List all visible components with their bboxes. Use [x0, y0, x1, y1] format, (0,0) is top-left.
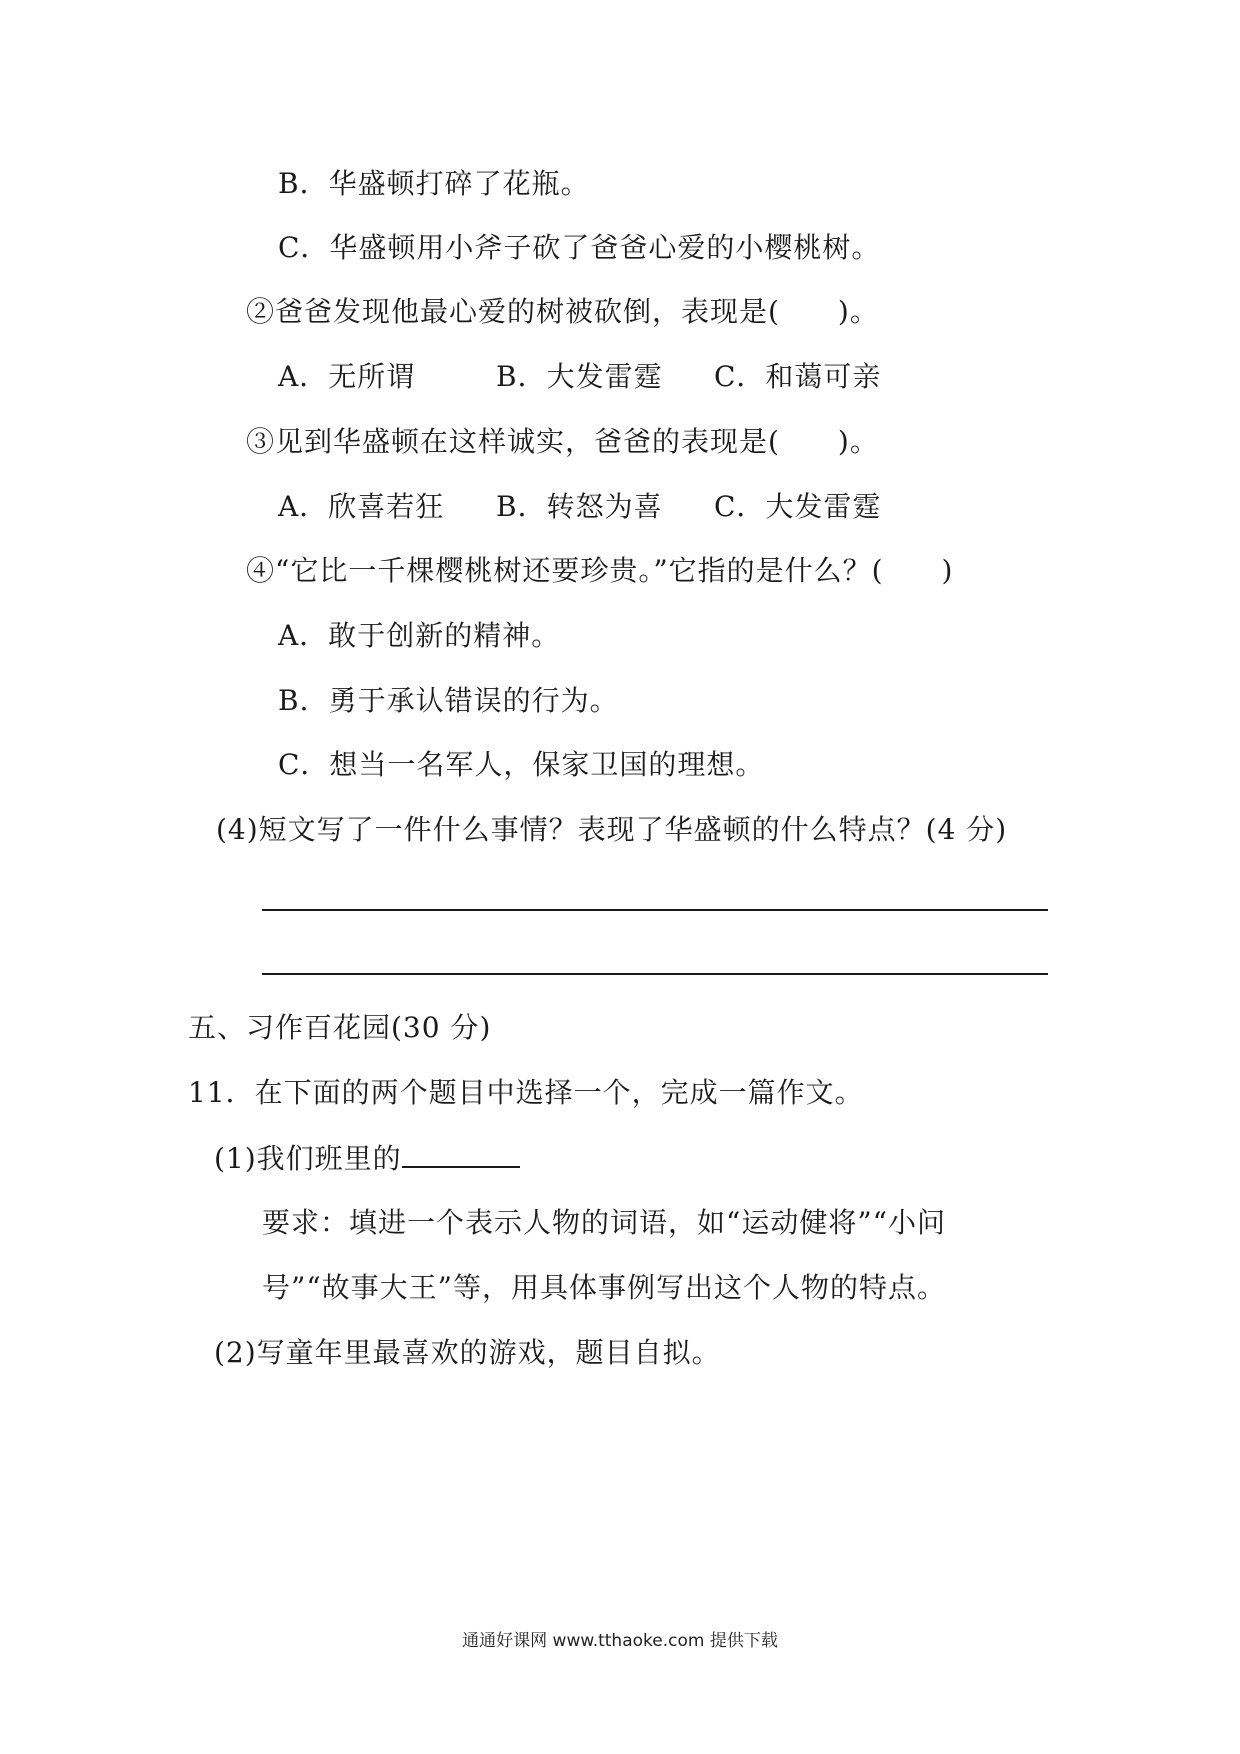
q3-3-options: [278, 487, 881, 527]
topic-1: [214, 1138, 520, 1179]
q3-4-option-a[interactable]: A．敢于创新的精神。: [278, 619, 561, 652]
answer-line-1[interactable]: [262, 909, 1048, 911]
requirement-line-2: 号”“故事大王”等，用具体事例写出这个人物的特点。: [262, 1271, 946, 1304]
section-title: 五、习作百花园(30 分): [188, 1011, 492, 1044]
q3-3-option-c[interactable]: C．大发雷霆: [714, 490, 882, 523]
q3-3-option-b[interactable]: B．转怒为喜: [496, 490, 663, 523]
q3-4-question: ④“它比一千棵樱桃树还要珍贵。”它指的是什么？( ): [246, 554, 954, 587]
requirement-line-1: 要求：填进一个表示人物的词语，如“运动健将”“小问: [262, 1206, 946, 1239]
answer-line-2[interactable]: [262, 973, 1048, 975]
q3-2-question: ②爸爸发现他最心爱的树被砍倒，表现是( )。: [246, 295, 879, 328]
q3-2-option-c[interactable]: C．和蔼可亲: [714, 360, 882, 393]
topic-2: (2)写童年里最喜欢的游戏，题目自拟。: [214, 1336, 721, 1369]
q3-1-option-b: B．华盛顿打碎了花瓶。: [278, 167, 590, 200]
q3-2-options: [278, 357, 881, 397]
q3-3-option-a[interactable]: A．欣喜若狂: [278, 490, 445, 523]
topic-1-blank[interactable]: [402, 1138, 520, 1168]
q3-1-option-c: C．华盛顿用小斧子砍了爸爸心爱的小樱桃树。: [278, 231, 881, 264]
footer: 通通好课网 www.tthaoke.com 提供下载: [462, 1631, 778, 1651]
q3-3-question: ③见到华盛顿在这样诚实，爸爸的表现是( )。: [246, 425, 879, 458]
q4-question: (4)短文写了一件什么事情？表现了华盛顿的什么特点？(4 分): [216, 813, 1008, 846]
q3-4-option-b[interactable]: B．勇于承认错误的行为。: [278, 684, 619, 717]
q3-2-option-a[interactable]: A．无所谓: [278, 360, 416, 393]
q3-4-option-c[interactable]: C．想当一名军人，保家卫国的理想。: [278, 748, 765, 781]
q3-2-option-b[interactable]: B．大发雷霆: [496, 360, 663, 393]
topic-1-label: (1)我们班里的: [214, 1142, 402, 1175]
q11-prompt: 11．在下面的两个题目中选择一个，完成一篇作文。: [188, 1076, 864, 1109]
